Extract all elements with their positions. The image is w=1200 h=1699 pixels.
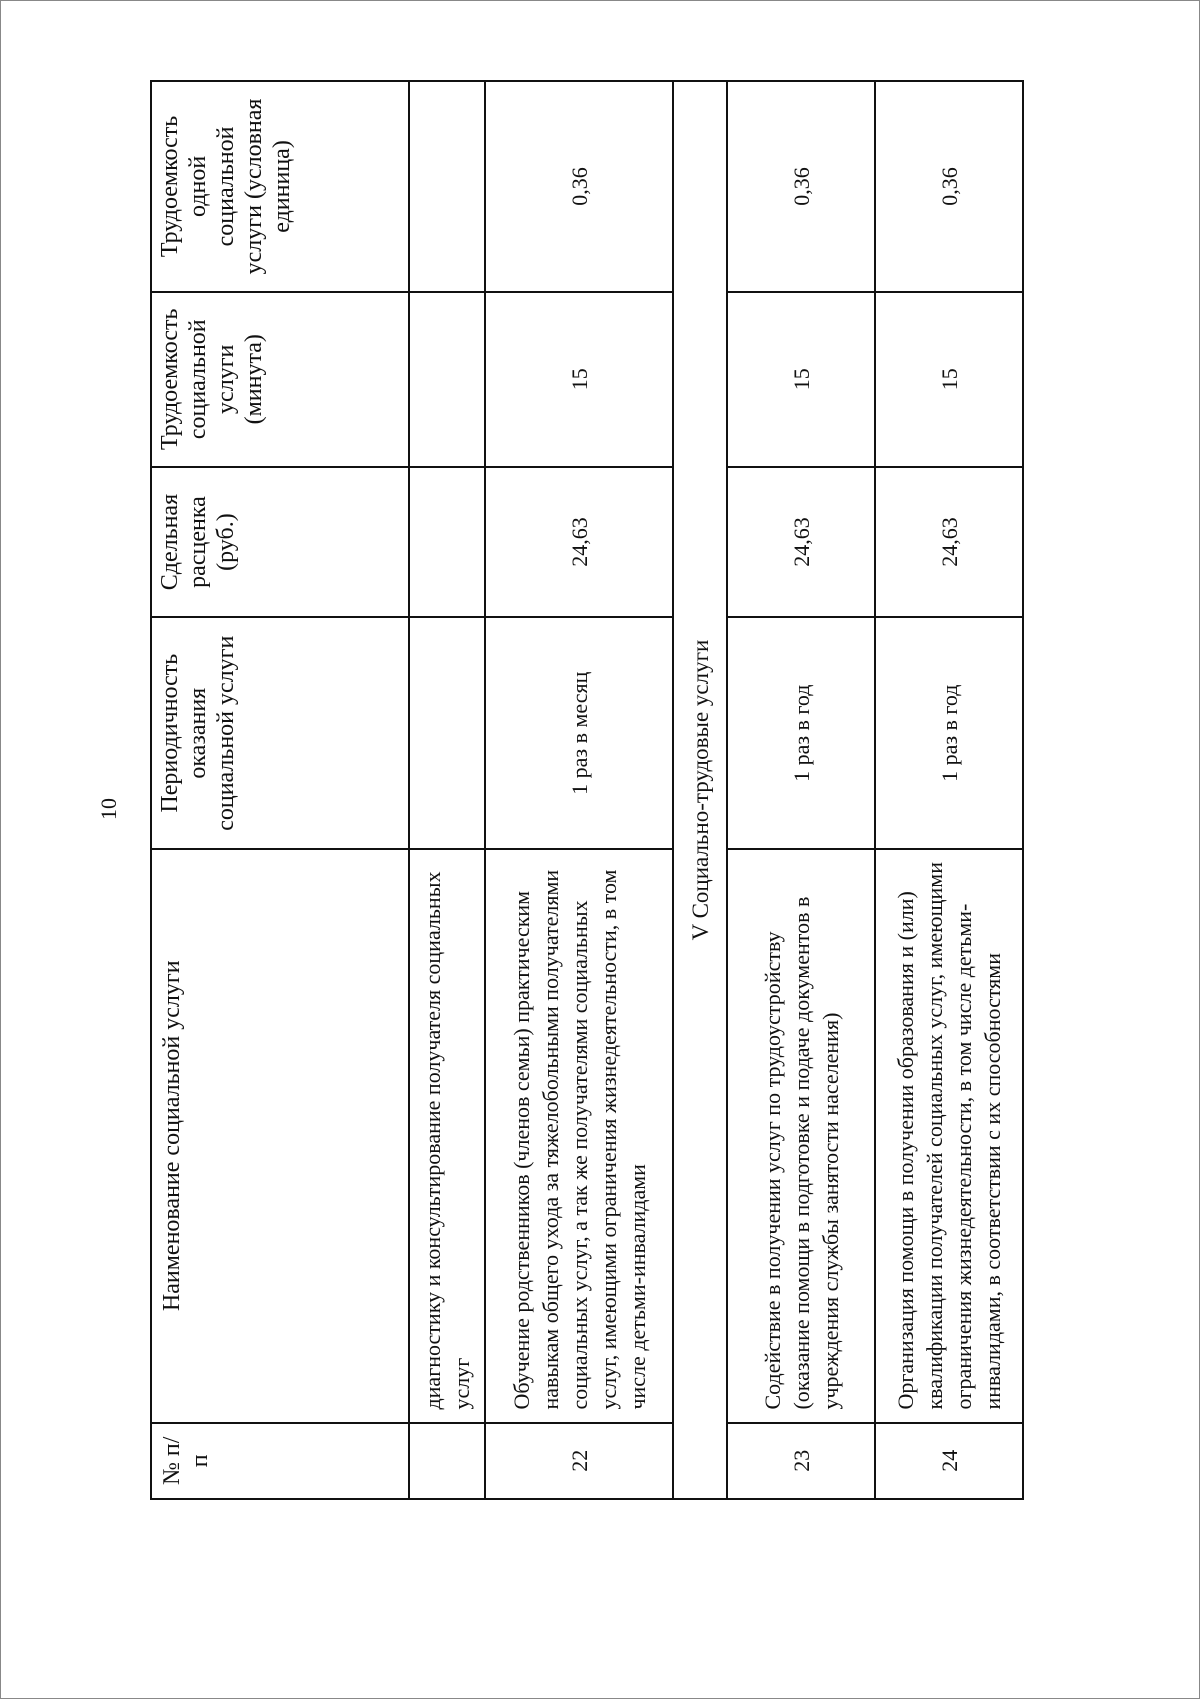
cell-name: Содействие в получении услуг по трудоустройству (оказание помощи в подготовке и подаче документов в учреждения службы занятости населения): [727, 849, 875, 1423]
cell-num: [409, 1423, 485, 1499]
cell-name: диагностику и консультирование получателя социальных услуг: [409, 849, 485, 1423]
cell-minutes: 15: [485, 292, 673, 467]
cell-periodicity: 1 раз в год: [875, 617, 1023, 849]
cell-unit: 0,36: [875, 81, 1023, 292]
cell-periodicity: 1 раз в год: [727, 617, 875, 849]
cell-price: [409, 467, 485, 618]
services-table: [150, 80, 1024, 1500]
cell-unit: [409, 81, 485, 292]
cell-name: Обучение родственников (членов семьи) практическим навыкам общего ухода за тяжелобольными получателями социальных услуг, а так же получателями социальных услуг, имеющими ограничения жизнедеятельности, в том числе детьми-инвалидами: [485, 849, 673, 1423]
table-header-row: [151, 81, 409, 1499]
rotated-table-container: [150, 80, 1020, 1500]
cell-price: 24,63: [485, 467, 673, 618]
cell-num: 24: [875, 1423, 1023, 1499]
header-unit: Трудоемкость одной социальной услуги (условная единица): [151, 81, 409, 292]
cell-minutes: 15: [875, 292, 1023, 467]
cell-price: 24,63: [727, 467, 875, 618]
cell-periodicity: [409, 617, 485, 849]
header-minutes: Трудоемкость социальной услуги (минута): [151, 292, 409, 467]
cell-unit: 0,36: [727, 81, 875, 292]
cell-num: 22: [485, 1423, 673, 1499]
cell-price: 24,63: [875, 467, 1023, 618]
cell-name: Организация помощи в получении образования и (или) квалификации получателей социальных услуг, имеющими ограничения жизнедеятельности, в том числе детьми-инвалидами, в соответствии с их способностями: [875, 849, 1023, 1423]
cell-periodicity: 1 раз в месяц: [485, 617, 673, 849]
cell-unit: 0,36: [485, 81, 673, 292]
table-row: [875, 81, 1023, 1499]
cell-minutes: 15: [727, 292, 875, 467]
cell-minutes: [409, 292, 485, 467]
header-periodicity: Периодичность оказания социальной услуги: [151, 617, 409, 849]
page-number: 10: [96, 798, 121, 820]
header-name: Наименование социальной услуги: [151, 849, 409, 1423]
table-row: [727, 81, 875, 1499]
section-title: V Социально-трудовые услуги: [673, 81, 727, 1499]
table-row: [409, 81, 485, 1499]
header-price: Сдельная расценка (руб.): [151, 467, 409, 618]
cell-num: 23: [727, 1423, 875, 1499]
header-num: № п/п: [151, 1423, 409, 1499]
section-row: [673, 81, 727, 1499]
table-row: [485, 81, 673, 1499]
